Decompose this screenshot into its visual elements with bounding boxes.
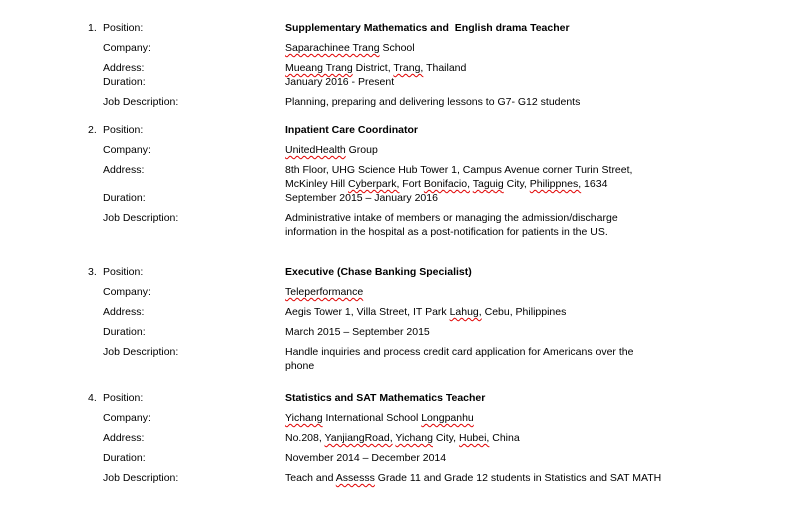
value-line <box>285 123 780 137</box>
text-run: November 2014 – December 2014 <box>285 452 447 464</box>
experience-list <box>88 21 780 485</box>
field-label: Job Description: <box>103 96 179 108</box>
text-run: Inpatient Care Coordinator <box>285 124 419 136</box>
experience-entry <box>88 391 780 485</box>
field-label: Job Description: <box>103 346 179 358</box>
misspelled-text: Assesss <box>335 472 375 484</box>
text-run: Cebu, Philippines <box>481 306 567 318</box>
text-run: Group <box>345 144 378 156</box>
field-row-company <box>88 143 780 157</box>
field-label: Duration: <box>103 76 146 88</box>
field-row-duration <box>88 191 780 205</box>
text-run: City, <box>432 432 459 444</box>
misspelled-text: Bonifacio, <box>423 178 471 190</box>
field-label: Duration: <box>103 192 146 204</box>
value-line <box>285 211 780 225</box>
field-value <box>285 41 780 55</box>
value-line <box>285 41 780 55</box>
field-value <box>285 265 780 279</box>
field-value <box>285 285 780 299</box>
text-run: 8th Floor, UHG Science Hub Tower 1, Campus Avenue corner Turin Street, <box>285 164 633 176</box>
misspelled-text: Hubei, <box>458 432 490 444</box>
field-label: Company: <box>103 144 151 156</box>
field-row-position <box>88 123 780 137</box>
value-line <box>285 75 780 89</box>
field-label: Position: <box>103 266 144 278</box>
text-run: Executive (Chase Banking Specialist) <box>285 266 472 278</box>
value-line <box>285 451 780 465</box>
misspelled-text: Longpanhu <box>421 412 474 424</box>
misspelled-text: Yichang <box>285 412 323 424</box>
field-label: Address: <box>103 306 145 318</box>
misspelled-text: Cyberpark, <box>348 178 400 190</box>
field-row-address <box>88 431 780 445</box>
field-row-job-description <box>88 211 780 239</box>
field-value <box>285 471 780 485</box>
field-label: Address: <box>103 164 145 176</box>
field-row-position <box>88 265 780 279</box>
text-run: Aegis Tower 1, Villa Street, IT Park <box>285 306 450 318</box>
text-run: McKinley Hill <box>285 178 349 190</box>
value-line <box>285 225 780 239</box>
text-run: Statistics and SAT Mathematics Teacher <box>285 392 486 404</box>
misspelled-text: Trang, <box>393 62 424 74</box>
value-line <box>285 471 780 485</box>
field-row-address <box>88 163 780 191</box>
text-run: Thailand <box>423 62 467 74</box>
field-row-job-description <box>88 471 780 485</box>
misspelled-text: YanjiangRoad, <box>324 432 393 444</box>
misspelled-text: Lahug, <box>449 306 482 318</box>
experience-entry <box>88 21 780 109</box>
text-run: information in the hospital as a post-notification for patients in the US. <box>285 226 608 238</box>
field-row-company <box>88 285 780 299</box>
field-value <box>285 95 780 109</box>
field-label: Job Description: <box>103 472 179 484</box>
field-value <box>285 391 780 405</box>
field-row-duration <box>88 325 780 339</box>
text-run: September 2015 – January 2016 <box>285 192 438 204</box>
text-run: Administrative intake of members or managing the admission/discharge <box>285 212 618 224</box>
text-run: City, <box>503 178 530 190</box>
misspelled-text: Teleperformance <box>285 286 364 298</box>
value-line <box>285 61 780 75</box>
value-line <box>285 265 780 279</box>
misspelled-text: Taguig <box>472 178 504 190</box>
field-value <box>285 123 780 137</box>
value-line <box>285 163 780 177</box>
value-line <box>285 177 780 191</box>
field-row-job-description <box>88 345 780 373</box>
text-run: No.208, <box>285 432 325 444</box>
field-label: Position: <box>103 22 144 34</box>
field-label: Company: <box>103 42 151 54</box>
field-row-company <box>88 411 780 425</box>
misspelled-text: UnitedHealth <box>285 144 346 156</box>
field-row-duration <box>88 75 780 89</box>
field-value <box>285 411 780 425</box>
text-run: District, <box>352 62 394 74</box>
field-label: Job Description: <box>103 212 179 224</box>
text-run: Handle inquiries and process credit card application for Americans over the <box>285 346 634 358</box>
field-value <box>285 21 780 35</box>
text-run: phone <box>285 360 315 372</box>
field-row-address <box>88 305 780 319</box>
text-run: Fort <box>399 178 424 190</box>
text-run: China <box>489 432 520 444</box>
field-value <box>285 61 780 75</box>
value-line <box>285 21 780 35</box>
field-row-duration <box>88 451 780 465</box>
field-label: Address: <box>103 432 145 444</box>
value-line <box>285 143 780 157</box>
misspelled-text: Saparachinee Trang <box>285 42 380 54</box>
text-run: March 2015 – September 2015 <box>285 326 430 338</box>
field-label: Duration: <box>103 452 146 464</box>
value-line <box>285 431 780 445</box>
text-run: School <box>379 42 415 54</box>
value-line <box>285 325 780 339</box>
field-value <box>285 345 780 373</box>
field-value <box>285 191 780 205</box>
value-line <box>285 411 780 425</box>
field-value <box>285 143 780 157</box>
value-line <box>285 359 780 373</box>
text-run: International School <box>322 412 422 424</box>
text-run: Teach and <box>285 472 336 484</box>
entry-number: 1. <box>88 22 97 34</box>
field-row-address <box>88 61 780 75</box>
misspelled-text: Philippnes, <box>529 178 582 190</box>
field-label: Company: <box>103 412 151 424</box>
value-line <box>285 391 780 405</box>
value-line <box>285 95 780 109</box>
field-label: Duration: <box>103 326 146 338</box>
text-run: Supplementary Mathematics and English drama Teacher <box>285 22 570 34</box>
field-row-position <box>88 391 780 405</box>
field-label: Company: <box>103 286 151 298</box>
value-line <box>285 285 780 299</box>
field-value <box>285 211 780 239</box>
field-value <box>285 325 780 339</box>
field-value <box>285 305 780 319</box>
field-label: Position: <box>103 124 144 136</box>
value-line <box>285 191 780 205</box>
field-row-job-description <box>88 95 780 109</box>
field-value <box>285 431 780 445</box>
text-run: Planning, preparing and delivering lessons to G7- G12 students <box>285 96 581 108</box>
entry-number: 4. <box>88 392 97 404</box>
text-run: Grade 11 and Grade 12 students in Statistics and SAT MATH <box>374 472 662 484</box>
experience-entry <box>88 123 780 239</box>
entry-number: 2. <box>88 124 97 136</box>
misspelled-text: Mueang Trang <box>285 62 353 74</box>
misspelled-text: Yichang <box>395 432 433 444</box>
field-label: Position: <box>103 392 144 404</box>
experience-entry <box>88 265 780 373</box>
text-run: January 2016 - Present <box>285 76 395 88</box>
text-run: 1634 <box>581 178 608 190</box>
field-value <box>285 163 780 191</box>
field-label: Address: <box>103 62 145 74</box>
field-value <box>285 75 780 89</box>
field-value <box>285 451 780 465</box>
field-row-company <box>88 41 780 55</box>
field-row-position <box>88 21 780 35</box>
entry-number: 3. <box>88 266 97 278</box>
value-line <box>285 305 780 319</box>
value-line <box>285 345 780 359</box>
